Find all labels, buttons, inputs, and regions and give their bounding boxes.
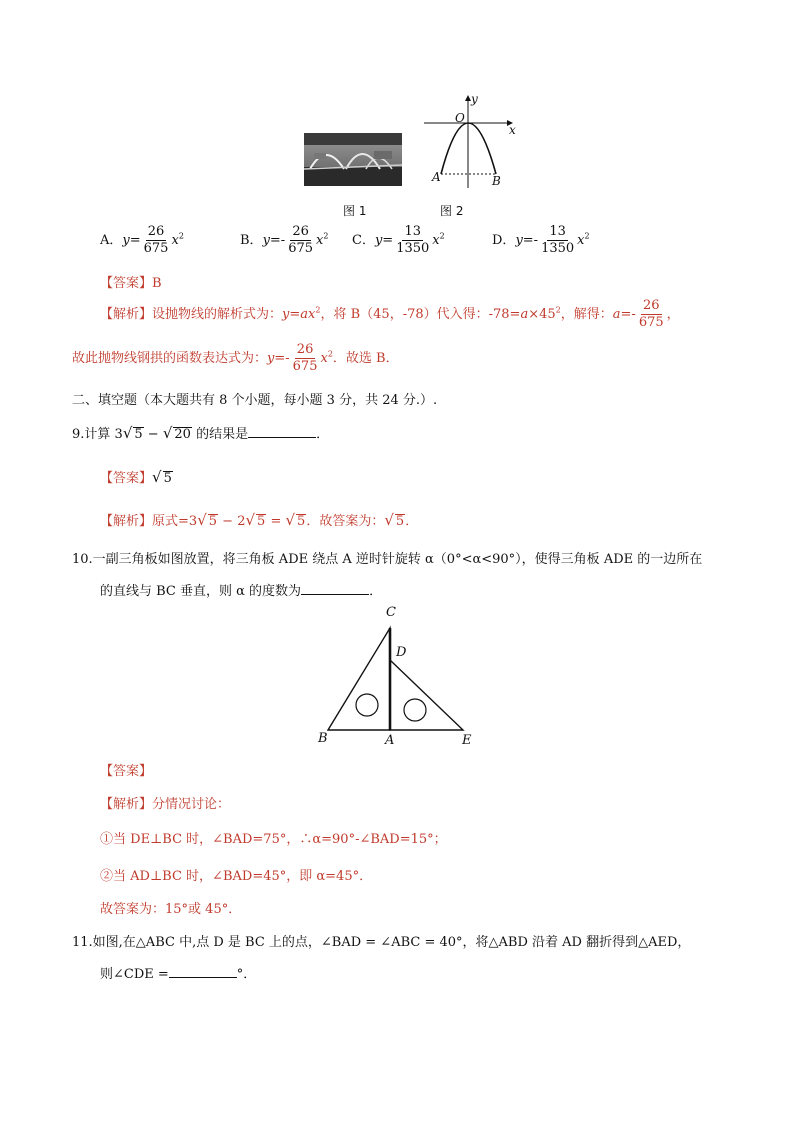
analysis-text: 故此抛物线钢拱的函数表达式为： xyxy=(72,351,268,366)
fraction-numerator: 26 xyxy=(642,298,660,313)
option-variable: x xyxy=(171,233,179,248)
graph-x-label: x xyxy=(509,123,516,137)
q10-answer: 【答案】 xyxy=(100,764,153,779)
q8-analysis-line-1: 【解析】设抛物线的解析式为：$y=ax^2$，将 B（45，-78）代入得：$-78=a\times 45^2$，解得：a=- $\frac{26}{675}$ ， xyxy=(100,298,680,330)
triangle-figure xyxy=(320,620,480,735)
radicand: 5 xyxy=(134,427,143,442)
fraction-denominator: 1350 xyxy=(541,241,575,256)
q11-stem-line-2 xyxy=(100,963,256,982)
vertex-c-label: C xyxy=(386,605,396,620)
case-number: ① xyxy=(100,832,114,847)
analysis-text: − 2 xyxy=(218,514,246,529)
vertex-d-label: D xyxy=(396,645,407,660)
answer-value: B xyxy=(152,276,162,291)
graph-y-label: y xyxy=(471,92,478,106)
analysis-equation: y=ax xyxy=(282,307,316,322)
case-number: ② xyxy=(100,869,114,884)
radicand: 20 xyxy=(174,427,191,442)
option-a xyxy=(100,224,184,257)
radicand: 5 xyxy=(297,514,306,529)
analysis-tag: 【解析】 xyxy=(100,514,153,529)
option-variable: x xyxy=(577,233,585,248)
figure-1-photo xyxy=(304,133,402,186)
figure-2-caption: 图 2 xyxy=(440,204,464,218)
question-text: 9.计算 3 xyxy=(72,427,123,442)
option-exponent: 2 xyxy=(178,231,184,241)
answer-tag: 【答案】 xyxy=(100,276,153,291)
analysis-variable: x xyxy=(320,351,328,366)
analysis-text: ，将 xyxy=(320,307,351,322)
answer-radicand: 5 xyxy=(163,471,172,486)
fraction-numerator: 13 xyxy=(549,224,566,239)
fraction-denominator: 675 xyxy=(292,359,318,374)
fraction-denominator: 675 xyxy=(638,315,664,330)
analysis-point: B（45，-78） xyxy=(350,307,437,322)
analysis-text: ×45 xyxy=(528,307,556,322)
operator: − xyxy=(143,427,163,442)
option-exponent: 2 xyxy=(439,231,445,241)
option-c xyxy=(352,224,445,257)
analysis-text: ．故答案为： xyxy=(306,514,385,529)
q10-case-1 xyxy=(100,828,447,847)
fraction-numerator: 26 xyxy=(296,342,314,357)
analysis-tag: 【解析】 xyxy=(100,307,153,322)
analysis-text: 分情况讨论： xyxy=(152,797,231,812)
fraction-numerator: 26 xyxy=(292,224,309,239)
analysis-text: 设抛物线的解析式为： xyxy=(152,307,283,322)
answer-blank[interactable] xyxy=(248,437,316,438)
case-text: 当 AD⊥BC 时，∠BAD=45°，即 α=45°． xyxy=(113,869,373,884)
option-d xyxy=(492,224,590,257)
vertex-e-label: E xyxy=(462,733,472,748)
analysis-text: 代入得：-78= xyxy=(436,307,521,322)
fraction-denominator: 1350 xyxy=(396,241,430,256)
section-2-heading: 二、填空题（本大题共有 8 个小题，每小题 3 分，共 24 分.）. xyxy=(72,393,438,408)
analysis-text: ．故选 B． xyxy=(332,351,399,366)
radicand: 5 xyxy=(208,514,218,529)
q9-analysis: 【解析】原式=3√ 5 − 2√ 5 = √ 5．故答案为：√ 5． xyxy=(100,511,419,529)
analysis-text: 原式=3 xyxy=(152,514,198,529)
q10-case-2 xyxy=(100,865,372,884)
graph-point-b-label: B xyxy=(492,174,501,188)
fraction-denominator: 675 xyxy=(288,241,314,256)
question-text: 则∠CDE = xyxy=(100,967,169,982)
radicand: 5 xyxy=(257,514,266,529)
q9-answer: 【答案】√ 5 xyxy=(100,468,172,486)
graph-point-a-label: A xyxy=(432,170,441,184)
figure-1-caption: 图 1 xyxy=(343,204,367,218)
question-text: 的结果是 xyxy=(191,427,249,442)
option-prefix: y=- xyxy=(515,233,539,248)
case-text: 当 DE⊥BC 时，∠BAD=75°，∴α=90°-∠BAD=15°； xyxy=(113,832,447,847)
option-b xyxy=(240,224,328,257)
option-exponent: 2 xyxy=(323,231,329,241)
q10-analysis xyxy=(100,793,230,812)
option-variable: x xyxy=(432,233,440,248)
q10-stem-line-1: 10.一副三角板如图放置，将三角板 ADE 绕点 A 逆时针旋转 α（0°<α<90°），使得三角板 ADE 的一边所在 xyxy=(72,552,703,567)
analysis-text: ． xyxy=(405,514,419,529)
fraction-denominator: 675 xyxy=(143,241,169,256)
radicand: 5 xyxy=(395,514,405,529)
q8-analysis-line-2: 故此抛物线钢拱的函数表达式为：y=- $\frac{26}{675}$ $x^2$．故选 B． xyxy=(72,342,399,374)
analysis-result: a=- xyxy=(612,307,636,322)
question-text: ． xyxy=(316,427,330,442)
q9-stem: 9.计算 3√ 5 − √ 20 的结果是 ． xyxy=(72,424,330,442)
question-text: ． xyxy=(369,584,383,599)
q10-stem-line-2 xyxy=(100,580,382,599)
vertex-a-label: A xyxy=(385,733,395,748)
question-text: °． xyxy=(236,967,257,982)
q8-answer xyxy=(100,272,162,291)
option-letter: C． xyxy=(352,233,375,248)
analysis-variable: a xyxy=(520,307,529,322)
option-letter: D． xyxy=(492,233,516,248)
option-prefix: y= xyxy=(122,233,141,248)
option-variable: x xyxy=(316,233,324,248)
analysis-tag: 【解析】 xyxy=(100,797,153,812)
analysis-equation: y=- xyxy=(267,351,290,366)
option-exponent: 2 xyxy=(584,231,590,241)
option-letter: A． xyxy=(100,233,123,248)
fraction-numerator: 26 xyxy=(147,224,165,239)
answer-blank[interactable] xyxy=(301,594,369,595)
answer-blank[interactable] xyxy=(169,977,237,978)
answer-tag: 【答案】 xyxy=(100,471,153,486)
option-prefix: y= xyxy=(374,233,394,248)
option-letter: B． xyxy=(240,233,263,248)
analysis-text: ， xyxy=(666,307,680,322)
analysis-text: ，解得： xyxy=(560,307,613,322)
fraction-numerator: 13 xyxy=(404,224,422,239)
graph-origin-label: O xyxy=(455,111,465,125)
option-prefix: y=- xyxy=(262,233,286,248)
q10-conclusion: 故答案为：15°或 45°． xyxy=(100,902,242,917)
q11-stem-line-1: 11.如图,在△ABC 中,点 D 是 BC 上的点，∠BAD = ∠ABC = 40°，将△ABD 沿着 AD 翻折得到△AED， xyxy=(72,935,691,950)
analysis-text: = xyxy=(266,514,286,529)
vertex-b-label: B xyxy=(318,731,328,746)
question-text: 的直线与 BC 垂直，则 α 的度数为 xyxy=(100,584,302,599)
